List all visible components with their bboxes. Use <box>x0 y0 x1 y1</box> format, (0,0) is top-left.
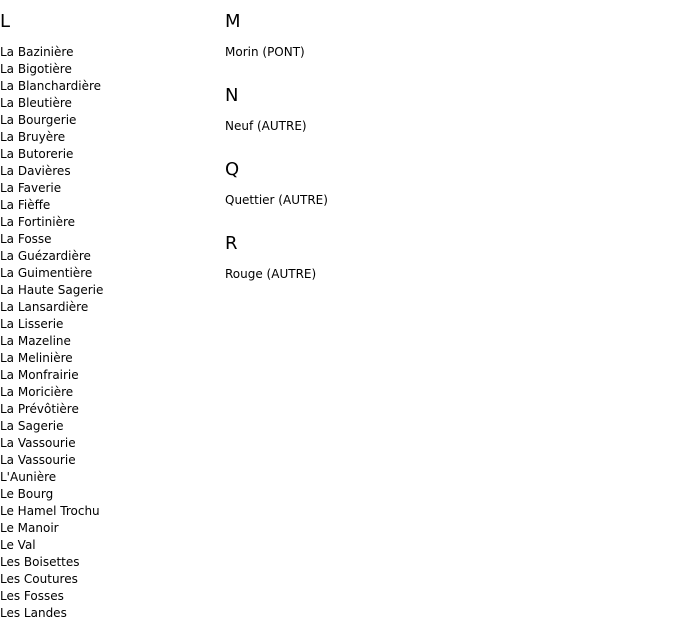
letter-group-m <box>225 0 525 74</box>
letter-group-n <box>225 74 525 148</box>
place-link[interactable]: Les Fosses <box>0 589 64 603</box>
place-link[interactable]: La Bazinière <box>0 45 74 59</box>
letter-group-l <box>0 0 215 622</box>
list-item[interactable] <box>0 44 215 61</box>
place-link[interactable]: La Bruyère <box>0 130 66 144</box>
list-item[interactable] <box>225 118 525 135</box>
list-item[interactable] <box>0 299 215 316</box>
place-link[interactable]: La Fortinière <box>0 215 76 229</box>
list-item[interactable] <box>0 333 215 350</box>
place-link[interactable]: La Vassourie <box>0 436 76 450</box>
list-item[interactable] <box>0 61 215 78</box>
place-link[interactable]: La Blanchardière <box>0 79 102 93</box>
list-item[interactable] <box>0 282 215 299</box>
place-link[interactable]: Les Coutures <box>0 572 78 586</box>
list-item[interactable] <box>0 452 215 469</box>
place-link[interactable]: La Monfrairie <box>0 368 79 382</box>
place-link[interactable]: Le Val <box>0 538 36 552</box>
place-link[interactable]: La Moricière <box>0 385 74 399</box>
place-link[interactable]: La Bigotière <box>0 62 72 76</box>
list-item[interactable] <box>0 214 215 231</box>
place-link[interactable]: La Vassourie <box>0 453 76 467</box>
list-item[interactable] <box>0 537 215 554</box>
place-link[interactable]: Quettier (AUTRE) <box>225 193 328 207</box>
list-item[interactable] <box>0 248 215 265</box>
list-item[interactable] <box>0 265 215 282</box>
place-link[interactable]: La Fièffe <box>0 198 51 212</box>
list-item[interactable] <box>0 316 215 333</box>
group-letter-heading: N <box>225 85 239 106</box>
list-item[interactable] <box>0 367 215 384</box>
group-letter-heading: L <box>0 11 11 32</box>
place-list <box>225 107 525 135</box>
list-item[interactable] <box>0 605 215 622</box>
place-link[interactable]: La Bleutière <box>0 96 72 110</box>
group-letter-heading: R <box>225 233 238 254</box>
list-item[interactable] <box>0 180 215 197</box>
letter-group-q <box>225 148 525 222</box>
list-item[interactable] <box>0 418 215 435</box>
list-item[interactable] <box>225 44 525 61</box>
list-item[interactable] <box>0 112 215 129</box>
place-link[interactable]: La Lisserie <box>0 317 64 331</box>
place-link[interactable]: La Haute Sagerie <box>0 283 104 297</box>
list-item[interactable] <box>0 469 215 486</box>
place-link[interactable]: La Prévôtière <box>0 402 79 416</box>
list-item[interactable] <box>0 435 215 452</box>
list-item[interactable] <box>0 554 215 571</box>
place-link[interactable]: Les Landes <box>0 606 67 620</box>
list-item[interactable] <box>0 95 215 112</box>
list-item[interactable] <box>0 146 215 163</box>
place-link[interactable]: La Bourgerie <box>0 113 77 127</box>
group-letter-heading: M <box>225 11 241 32</box>
list-item[interactable] <box>0 197 215 214</box>
place-link[interactable]: La Lansardière <box>0 300 89 314</box>
place-link[interactable]: La Guimentière <box>0 266 93 280</box>
list-item[interactable] <box>225 192 525 209</box>
place-list <box>225 181 525 209</box>
place-link[interactable]: Morin (PONT) <box>225 45 305 59</box>
list-item[interactable] <box>0 571 215 588</box>
list-item[interactable] <box>0 129 215 146</box>
list-item[interactable] <box>225 266 525 283</box>
list-item[interactable] <box>0 588 215 605</box>
list-item[interactable] <box>0 231 215 248</box>
place-link[interactable]: Rouge (AUTRE) <box>225 267 317 281</box>
group-letter-heading: Q <box>225 159 240 180</box>
list-item[interactable] <box>0 401 215 418</box>
place-link[interactable]: Les Boisettes <box>0 555 80 569</box>
list-item[interactable] <box>0 350 215 367</box>
place-link[interactable]: La Sagerie <box>0 419 64 433</box>
list-item[interactable] <box>0 163 215 180</box>
list-item[interactable] <box>0 486 215 503</box>
place-link[interactable]: La Mazeline <box>0 334 71 348</box>
place-link[interactable]: La Fosse <box>0 232 52 246</box>
list-item[interactable] <box>0 384 215 401</box>
place-link[interactable]: La Faverie <box>0 181 62 195</box>
place-list <box>225 33 525 61</box>
list-item[interactable] <box>0 503 215 520</box>
list-item[interactable] <box>0 520 215 537</box>
place-link[interactable]: La Davières <box>0 164 71 178</box>
place-link[interactable]: Le Bourg <box>0 487 54 501</box>
place-link[interactable]: L'Aunière <box>0 470 57 484</box>
letter-group-r <box>225 222 525 296</box>
place-link[interactable]: Neuf (AUTRE) <box>225 119 307 133</box>
right-column <box>225 0 525 296</box>
place-list <box>0 33 215 622</box>
place-link[interactable]: Le Manoir <box>0 521 59 535</box>
list-item[interactable] <box>0 78 215 95</box>
place-link[interactable]: Le Hamel Trochu <box>0 504 100 518</box>
place-list <box>225 255 525 283</box>
place-link[interactable]: La Guézardière <box>0 249 91 263</box>
place-link[interactable]: La Melinière <box>0 351 73 365</box>
place-link[interactable]: La Butorerie <box>0 147 74 161</box>
